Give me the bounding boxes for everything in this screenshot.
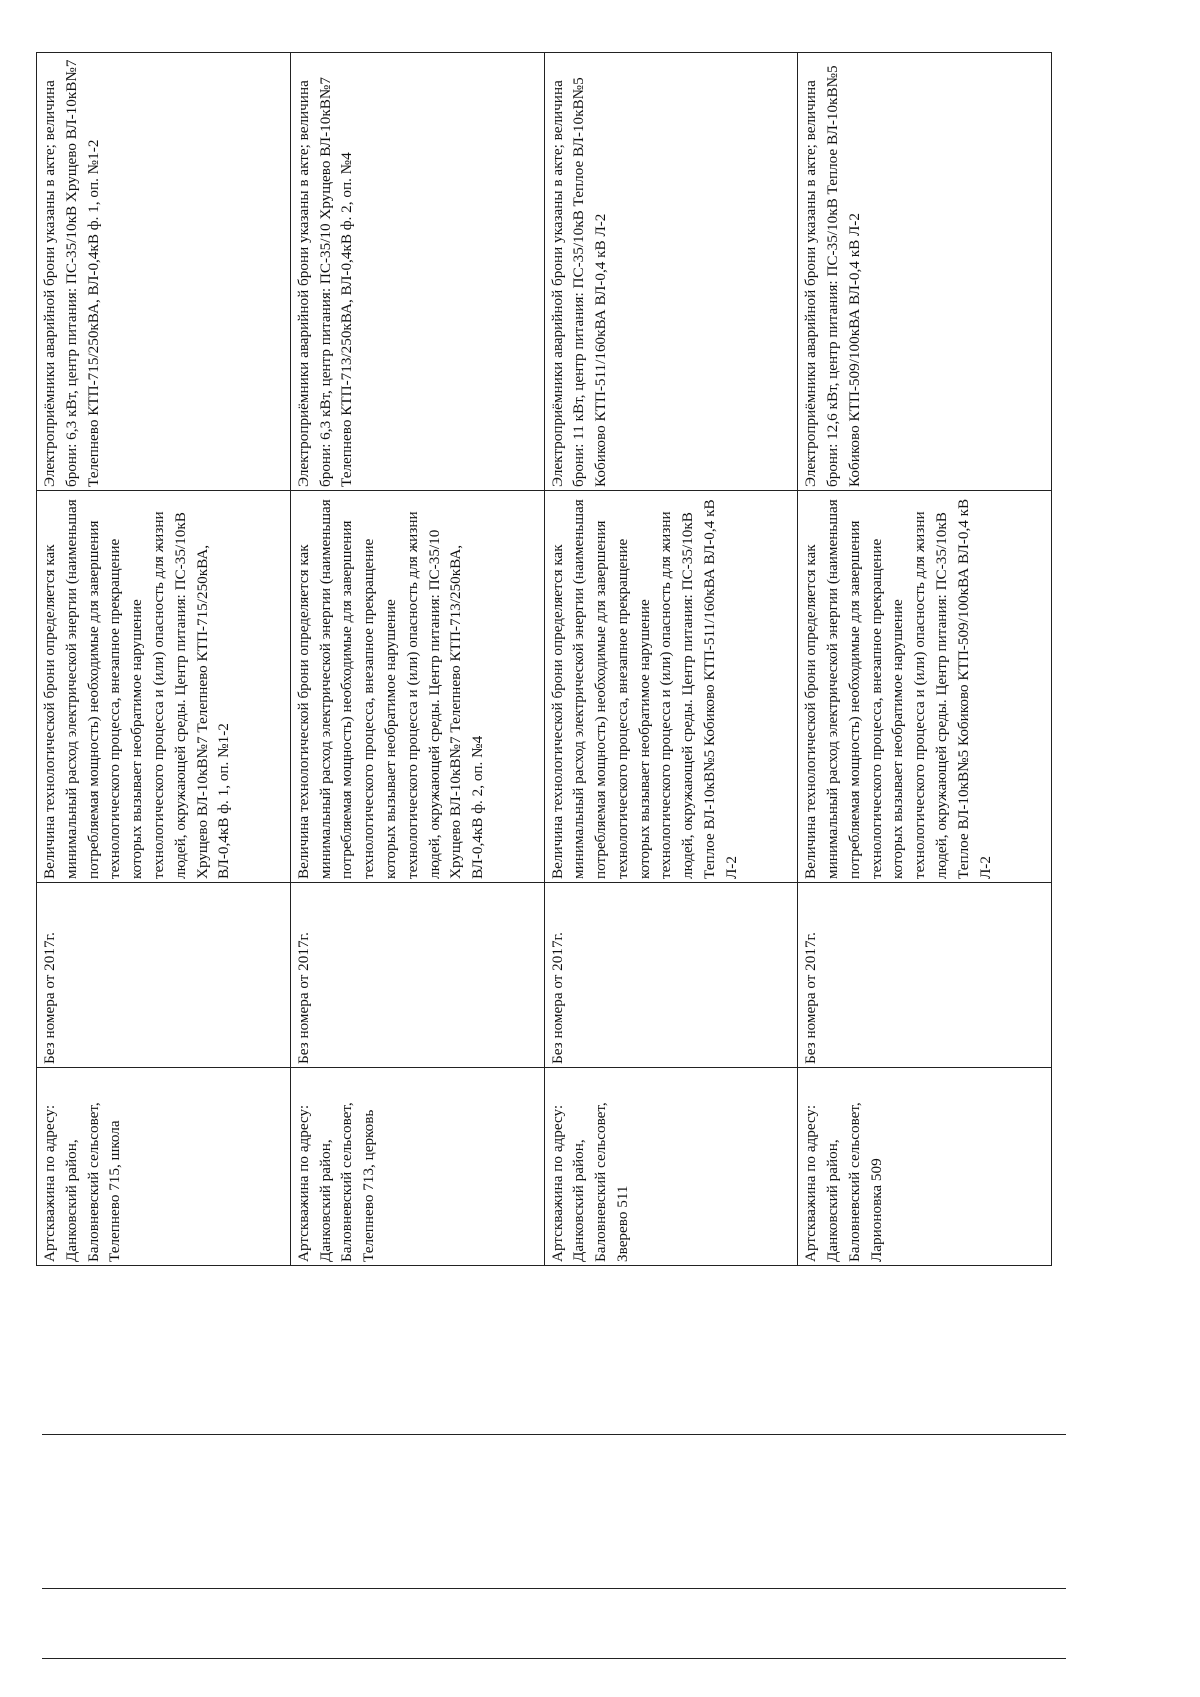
object-cell: Артскважина по адресу: Данковский район, Баловневский сельсовет, Телепнево 713, церковь [290, 1068, 544, 1266]
tech-reserve-cell: Величина технологической брони определяется как минимальный расход электрической энергии (наименьшая потребляемая мощность) необходимые для завершения технологического процесса, внезапное прекращение которых вызывает необратимое нарушение технологического процесса и (или) опасность для жизни людей, окружающей среды. Центр питания: ПС-35/10кВ Хрущево ВЛ-10кВ№7 Телепнево КТП-715/250кВА, ВЛ-0,4кВ ф. 1, оп. №1-2 [37, 491, 291, 883]
rotated-table-wrapper [36, 53, 1052, 1266]
divider-line [42, 1658, 1066, 1659]
act-cell: Без номера от 2017г. [37, 883, 291, 1068]
act-cell: Без номера от 2017г. [290, 883, 544, 1068]
emergency-reserve-cell: Электроприёмники аварийной брони указаны в акте; величина брони: 6,3 кВт, центр питания: ПС-35/10 Хрущево ВЛ-10кВ№7 Телепнево КТП-713/250кВА, ВЛ-0,4кВ ф. 2, оп. №4 [290, 53, 544, 491]
tech-reserve-cell: Величина технологической брони определяется как минимальный расход электрической энергии (наименьшая потребляемая мощность) необходимые для завершения технологического процесса, внезапное прекращение которых вызывает необратимое нарушение технологического процесса и (или) опасность для жизни людей, окружающей среды. Центр питания: ПС-35/10кВ Теплое ВЛ-10кВ№5 Кобиково КТП-509/100кВА ВЛ-0,4 кВ Л-2 [798, 491, 1052, 883]
emergency-reserve-cell: Электроприёмники аварийной брони указаны в акте; величина брони: 12,6 кВт, центр питания: ПС-35/10кВ Теплое ВЛ-10кВ№5 Кобиково КТП-509/100кВА ВЛ-0,4 кВ Л-2 [798, 53, 1052, 491]
divider-line [42, 1588, 1066, 1589]
act-cell: Без номера от 2017г. [798, 883, 1052, 1068]
table-row [37, 53, 291, 1266]
emergency-reserve-cell: Электроприёмники аварийной брони указаны в акте; величина брони: 11 кВт, центр питания: ПС-35/10кВ Теплое ВЛ-10кВ№5 Кобиково КТП-511/160кВА ВЛ-0,4 кВ Л-2 [544, 53, 798, 491]
reserve-table [36, 52, 1052, 1266]
object-cell: Артскважина по адресу: Данковский район, Баловневский сельсовет, Ларионовка 509 [798, 1068, 1052, 1266]
object-cell: Артскважина по адресу: Данковский район, Баловневский сельсовет, Телепнево 715, школа [37, 1068, 291, 1266]
tech-reserve-cell: Величина технологической брони определяется как минимальный расход электрической энергии (наименьшая потребляемая мощность) необходимые для завершения технологического процесса, внезапное прекращение которых вызывает необратимое нарушение технологического процесса и (или) опасность для жизни людей, окружающей среды. Центр питания: ПС-35/10кВ Теплое ВЛ-10кВ№5 Кобиково КТП-511/160кВА ВЛ-0,4 кВ Л-2 [544, 491, 798, 883]
tech-reserve-cell: Величина технологической брони определяется как минимальный расход электрической энергии (наименьшая потребляемая мощность) необходимые для завершения технологического процесса, внезапное прекращение которых вызывает необратимое нарушение технологического процесса и (или) опасность для жизни людей, окружающей среды. Центр питания: ПС-35/10 Хрущево ВЛ-10кВ№7 Телепнево КТП-713/250кВА, ВЛ-0,4кВ ф. 2, оп. №4 [290, 491, 544, 883]
object-cell: Артскважина по адресу: Данковский район, Баловневский сельсовет, Зверево 511 [544, 1068, 798, 1266]
act-cell: Без номера от 2017г. [544, 883, 798, 1068]
emergency-reserve-cell: Электроприёмники аварийной брони указаны в акте; величина брони: 6,3 кВт, центр питания: ПС-35/10кВ Хрущево ВЛ-10кВ№7 Телепнево КТП-715/250кВА, ВЛ-0,4кВ ф. 1, оп. №1-2 [37, 53, 291, 491]
table-row [798, 53, 1052, 1266]
table-row [290, 53, 544, 1266]
divider-line [42, 1434, 1066, 1435]
table-row [544, 53, 798, 1266]
